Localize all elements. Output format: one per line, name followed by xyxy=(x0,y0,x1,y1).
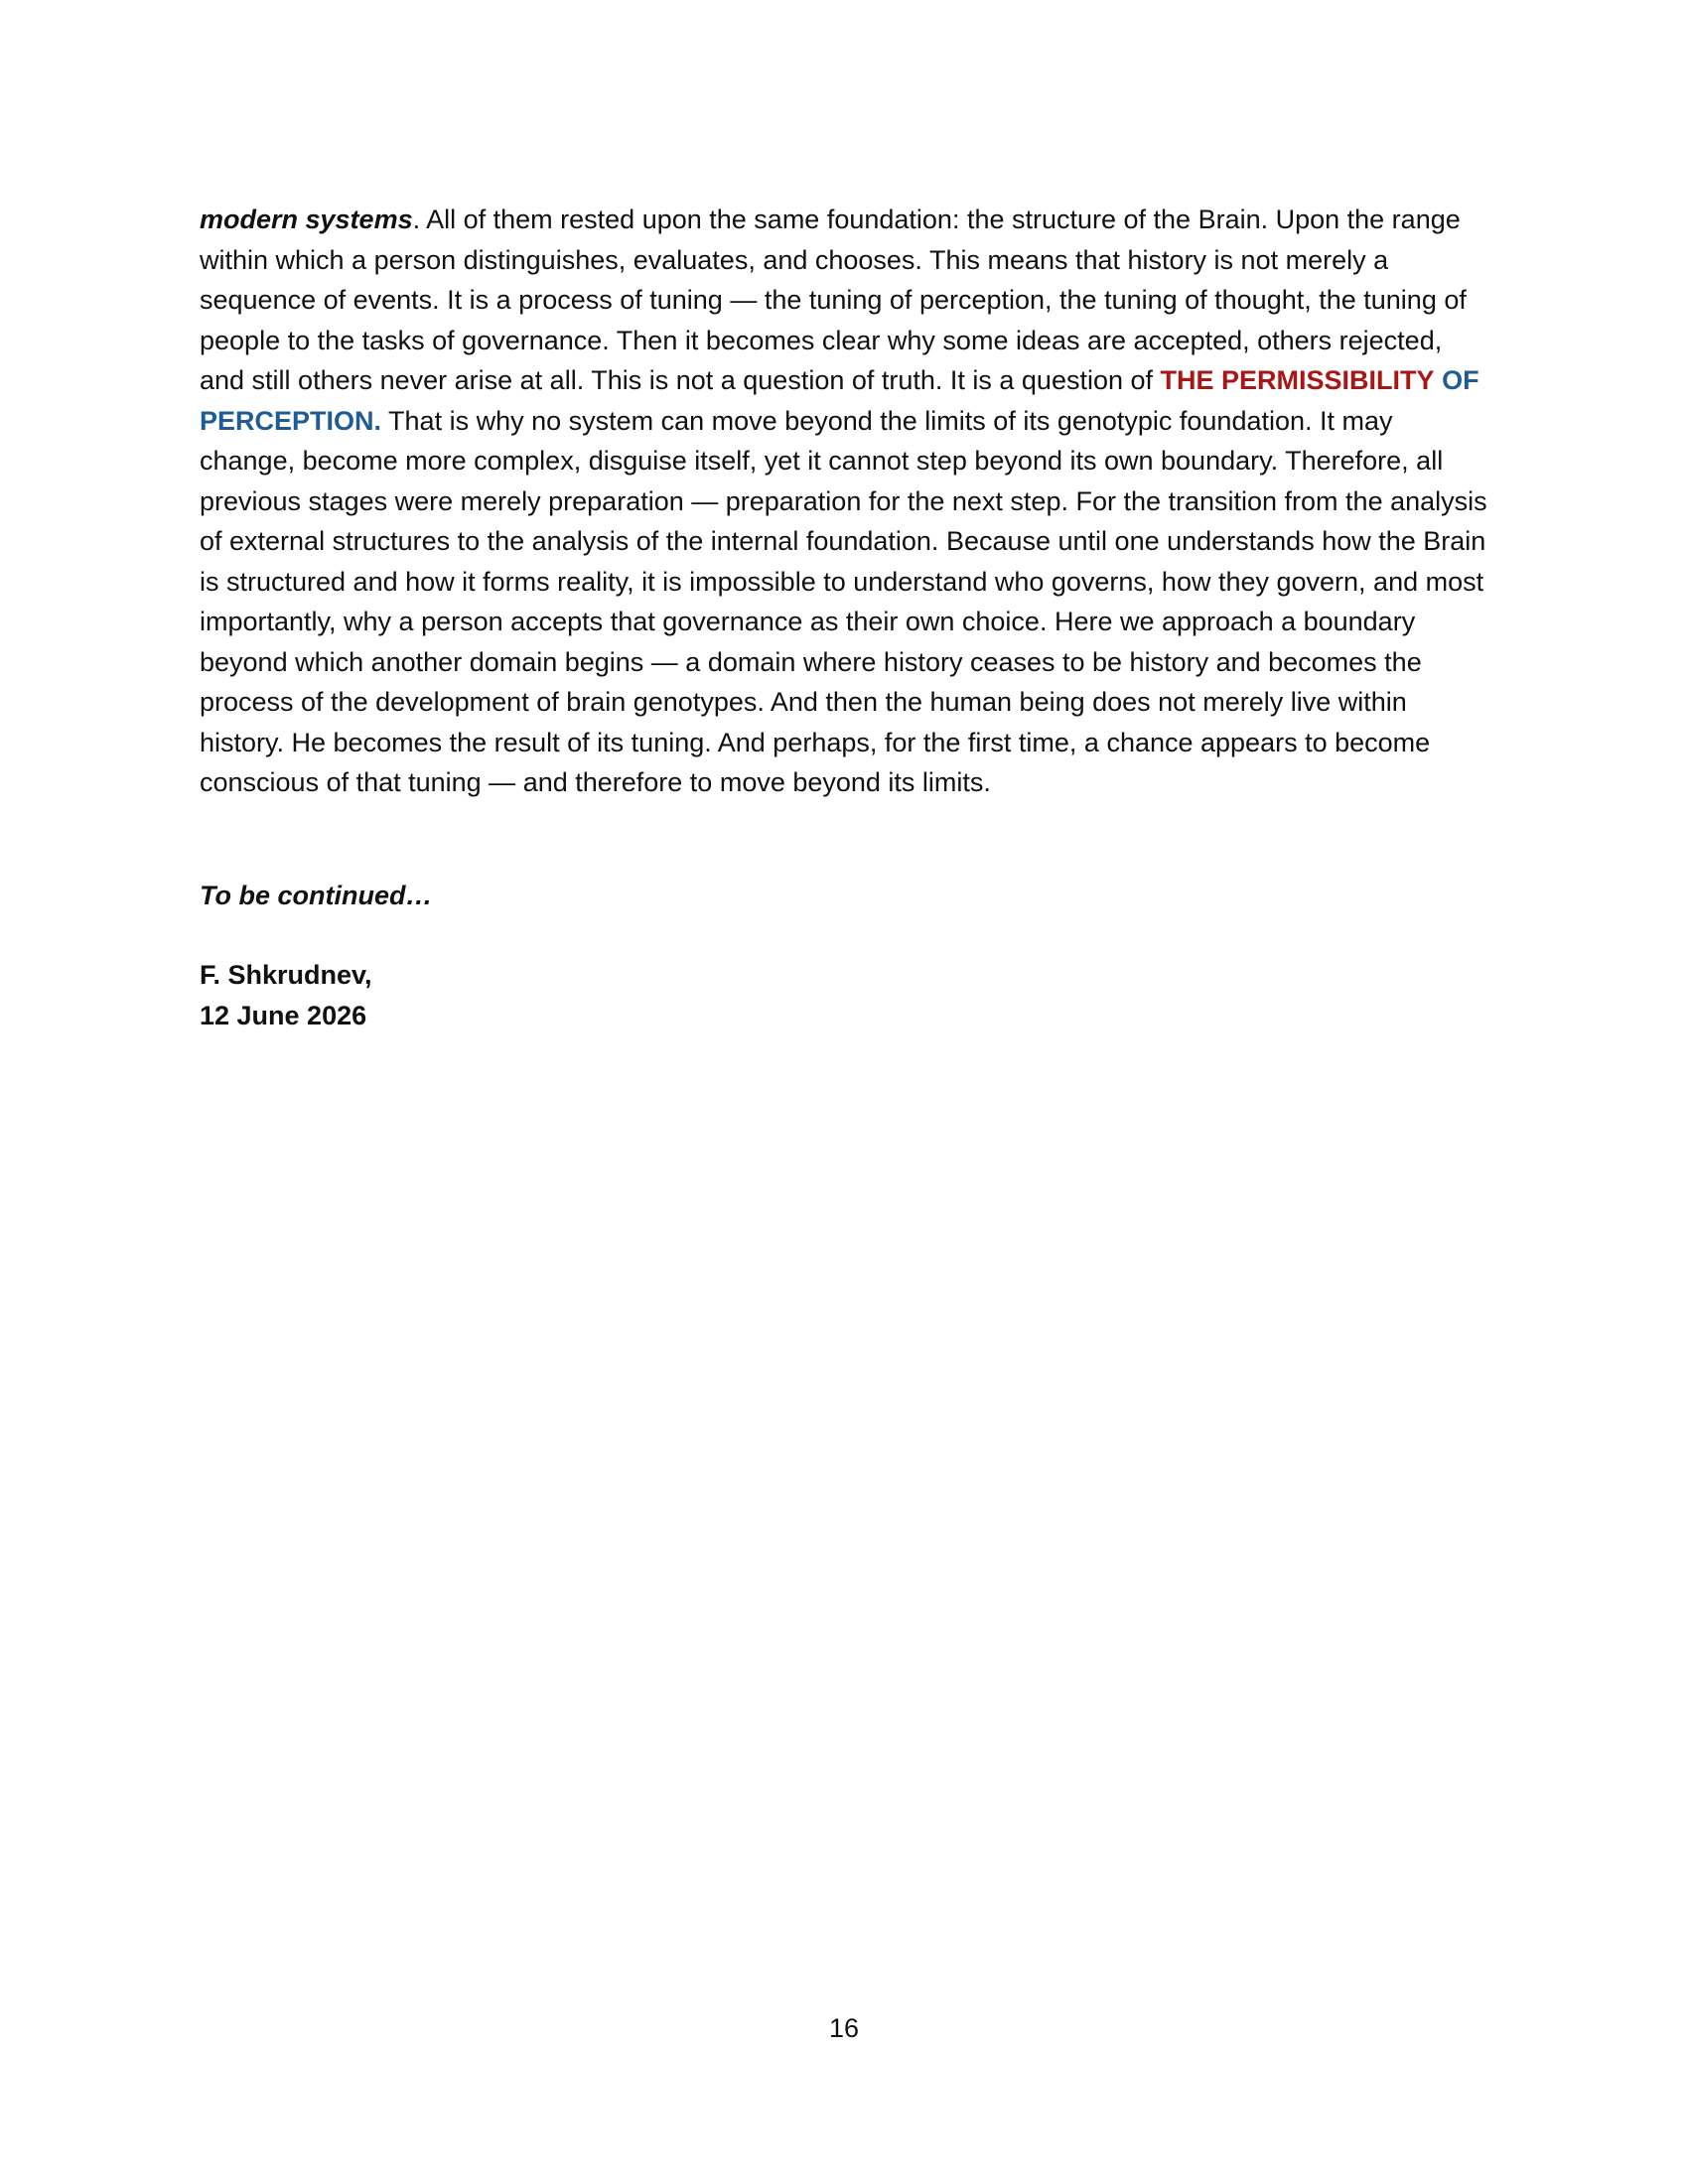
paragraph-text-part2: That is why no system can move beyond the limits of its genotypic foundation. It may change, become more complex, disguise itself, yet it cannot step beyond its own boundary. Therefore, all previous stages were merely preparation — preparation for the next step. For the transition from the analysis of external structures to the analysis of the internal foundation. Because until one understands how the Brain is structured and how it forms reality, it is impossible to understand who governs, how they govern, and most importantly, why a person accepts that governance as their own choice. Here we approach a boundary beyond which another domain begins — a domain where history ceases to be history and becomes the process of the development of brain genotypes. And then the human being does not merely live within history. He becomes the result of its tuning. And perhaps, for the first time, a chance appears to become conscious of that tuning — and therefore to move beyond its limits. xyxy=(200,405,1487,797)
highlight-of-perception: OF PERCEPTION. xyxy=(200,365,1479,436)
paragraph-text-part1: . All of them rested upon the same foundation: the structure of the Brain. Upon the range within which a person distinguishes, evaluates, and chooses. This means that history is not merely a sequence of events. It is a process of tuning — the tuning of perception, the tuning of thought, the tuning of people to the tasks of governance. Then it becomes clear why some ideas are accepted, others rejected, and still others never arise at all. This is not a question of truth. It is a question of xyxy=(200,205,1467,395)
signature-date: 12 June 2026 xyxy=(200,1001,367,1030)
page-number: 16 xyxy=(828,2013,860,2043)
to-be-continued: To be continued… xyxy=(200,881,433,910)
signature-author: F. Shkrudnev, xyxy=(200,960,372,990)
body-paragraph xyxy=(200,200,1490,803)
lead-emphasis: modern systems xyxy=(200,205,413,234)
signature-block xyxy=(200,955,372,1036)
highlight-permissibility: THE PERMISSIBILITY xyxy=(1160,365,1435,395)
